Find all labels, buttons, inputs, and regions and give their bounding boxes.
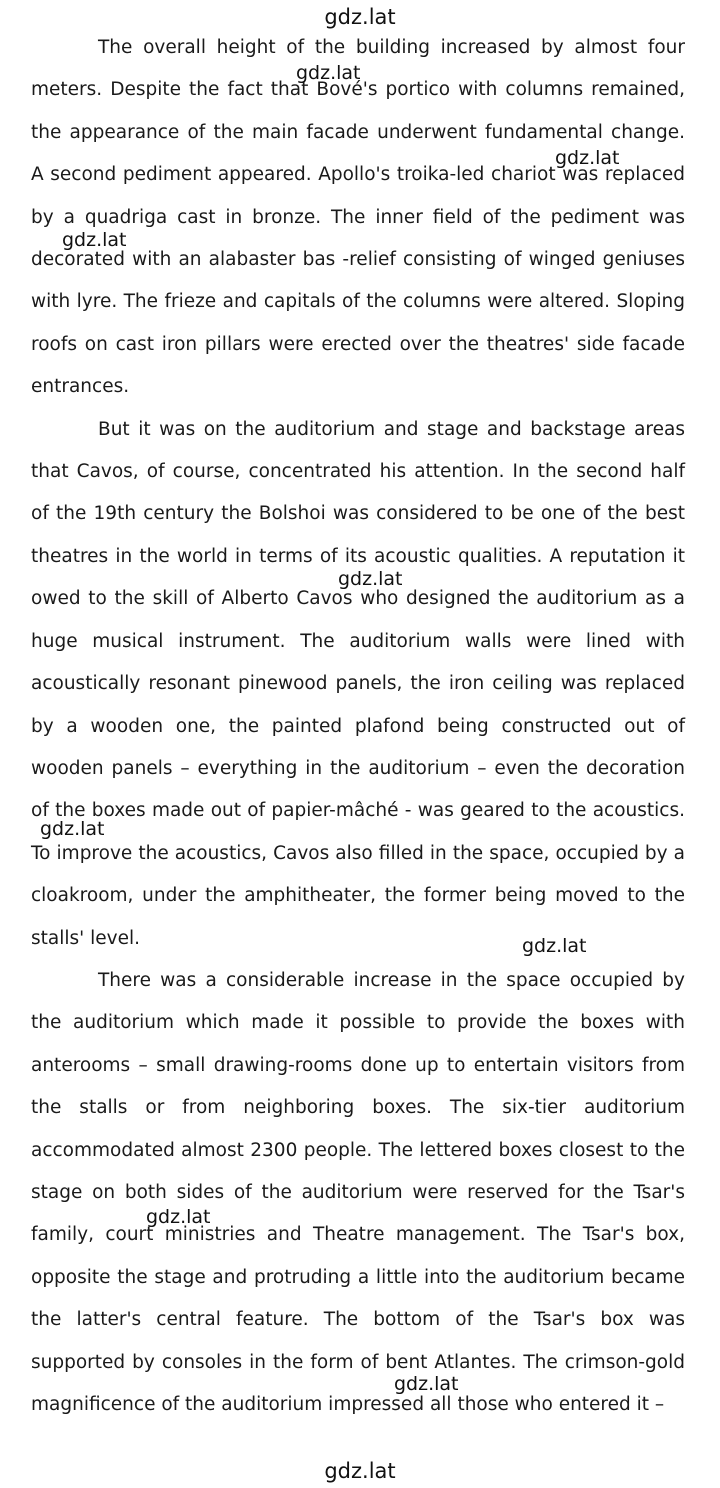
header-watermark: gdz.lat [324,5,396,29]
paragraph-2: But it was on the auditorium and stage and backstage areas that Cavos, of course, concentrated his attention. In the second half of the 19th century the Bolshoi was considered to be one of the best theatres in the world in terms of its acoustic qualities. A reputation it owed to the skill of Alberto Cavos who designed the auditorium as a huge musical instrument. The auditorium walls were lined with acoustically resonant pinewood panels, the iron ceiling was replaced by a wooden one, the painted plafond being constructed out of wooden panels – everything in the auditorium – even the decoration of the boxes made out of papier-mâché - was geared to the acoustics. To improve the acoustics, Cavos also filled in the space, occupied by a cloakroom, under the amphitheater, the former being moved to the stalls' level. [31,418,685,949]
overlay-watermark-4: gdz.lat [338,568,403,590]
paragraph-3: There was a considerable increase in the space occupied by the auditorium which made it possible to provide the boxes with anterooms – small drawing-rooms done up to entertain visitors from the stalls or from neighboring boxes. The six-tier auditorium accommodated almost 2300 people. The lettered boxes closest to the stage on both sides of the auditorium were reserved for the Tsar's family, court ministries and Theatre management. The Tsar's box, opposite the stage and protruding a little into the auditorium became the latter's central feature. The bottom of the Tsar's box was supported by consoles in the form of bent Atlantes. The crimson-gold magnificence of the auditorium impressed all those who entered it – [31,969,685,1415]
overlay-watermark-8: gdz.lat [394,1373,459,1395]
overlay-watermark-5: gdz.lat [40,818,105,840]
paragraph-1: The overall height of the building increased by almost four meters. Despite the fact that Bové's portico with columns remained, the appearance of the main facade underwent fundamental change. A second pediment appeared. Apollo's troika-led chariot was replaced by a quadriga cast in bronze. The inner field of the pediment was decorated with an alabaster bas -relief consisting of winged geniuses with lyre. The frieze and capitals of the columns were altered. Sloping roofs on cast iron pillars were erected over the theatres' side facade entrances. [31,37,685,398]
overlay-watermark-3: gdz.lat [62,229,127,251]
overlay-watermark-1: gdz.lat [296,62,361,84]
document-body [31,27,685,1426]
overlay-watermark-2: gdz.lat [555,147,620,169]
footer-watermark: gdz.lat [324,1459,396,1483]
overlay-watermark-7: gdz.lat [146,1206,211,1228]
overlay-watermark-6: gdz.lat [522,935,587,957]
